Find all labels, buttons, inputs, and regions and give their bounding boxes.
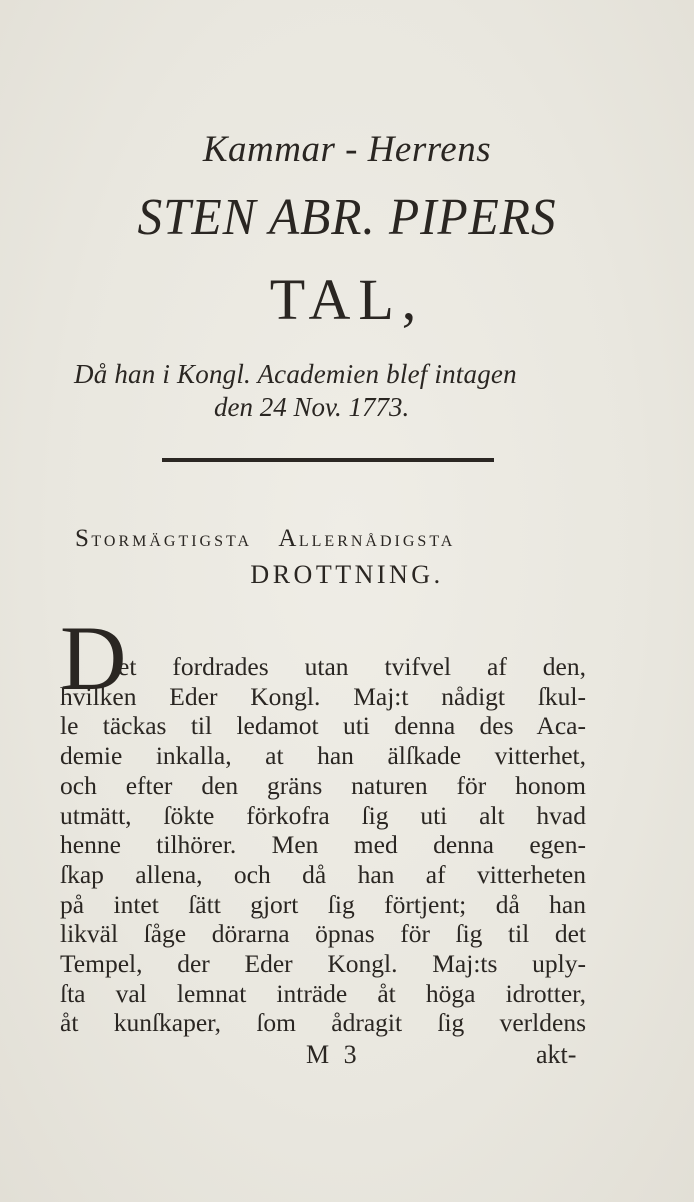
body-line: utmätt, ſökte förkofra ſig uti alt hvad <box>60 800 586 830</box>
salutation-initial-1: S <box>75 525 92 552</box>
signature-mark: M 3 <box>306 1040 361 1069</box>
catchword: akt- <box>536 1040 577 1069</box>
salutation-line-2: DROTTNING. <box>250 560 444 589</box>
salutation-initial-2: A <box>278 525 299 552</box>
title-tal: TAL, <box>269 267 425 332</box>
body-line: åt kunſkaper, ſom ådragit ſig verldens <box>60 1008 586 1038</box>
body-line: henne tilhörer. Men med denna egen- <box>60 830 586 860</box>
body-line: på intet ſätt gjort ſig förtjent; då han <box>60 889 586 919</box>
body-line: le täckas til ledamot uti denna des Aca- <box>60 711 586 741</box>
body-line: et fordrades utan tvifvel af den, <box>118 652 586 681</box>
salutation-word-2: LLERNÅDIGSTA <box>298 533 456 550</box>
body-line: och efter den gräns naturen för honom <box>60 770 586 800</box>
occasion-line-1: Då han i Kongl. Academien blef intagen <box>74 359 517 389</box>
body-line: ſta val lemnat inträde åt höga idrotter, <box>60 978 586 1008</box>
body-text <box>60 652 586 1038</box>
salutation-line-1 <box>75 525 455 553</box>
occasion-line-2: den 24 Nov. 1773. <box>214 392 410 422</box>
body-line: likväl ſåge dörarna öpnas för ſig til det <box>60 919 586 949</box>
body-line: ſkap allena, och då han af vitterheten <box>60 859 586 889</box>
salutation-word-1: TORMÄGTIGSTA <box>91 533 253 550</box>
body-line: demie inkalla, at han älſkade vitterhet, <box>60 741 586 771</box>
occasion-text <box>74 358 594 424</box>
title-line-kammarherrens: Kammar - Herrens <box>202 129 492 170</box>
divider-rule <box>162 458 494 462</box>
title-name: STEN ABR. PIPERS <box>137 189 557 246</box>
body-line: hvilken Eder Kongl. Maj:t nådigt ſkul- <box>60 681 586 711</box>
body-line: Tempel, der Eder Kongl. Maj:ts uply- <box>60 949 586 979</box>
drop-cap: D <box>60 607 127 709</box>
